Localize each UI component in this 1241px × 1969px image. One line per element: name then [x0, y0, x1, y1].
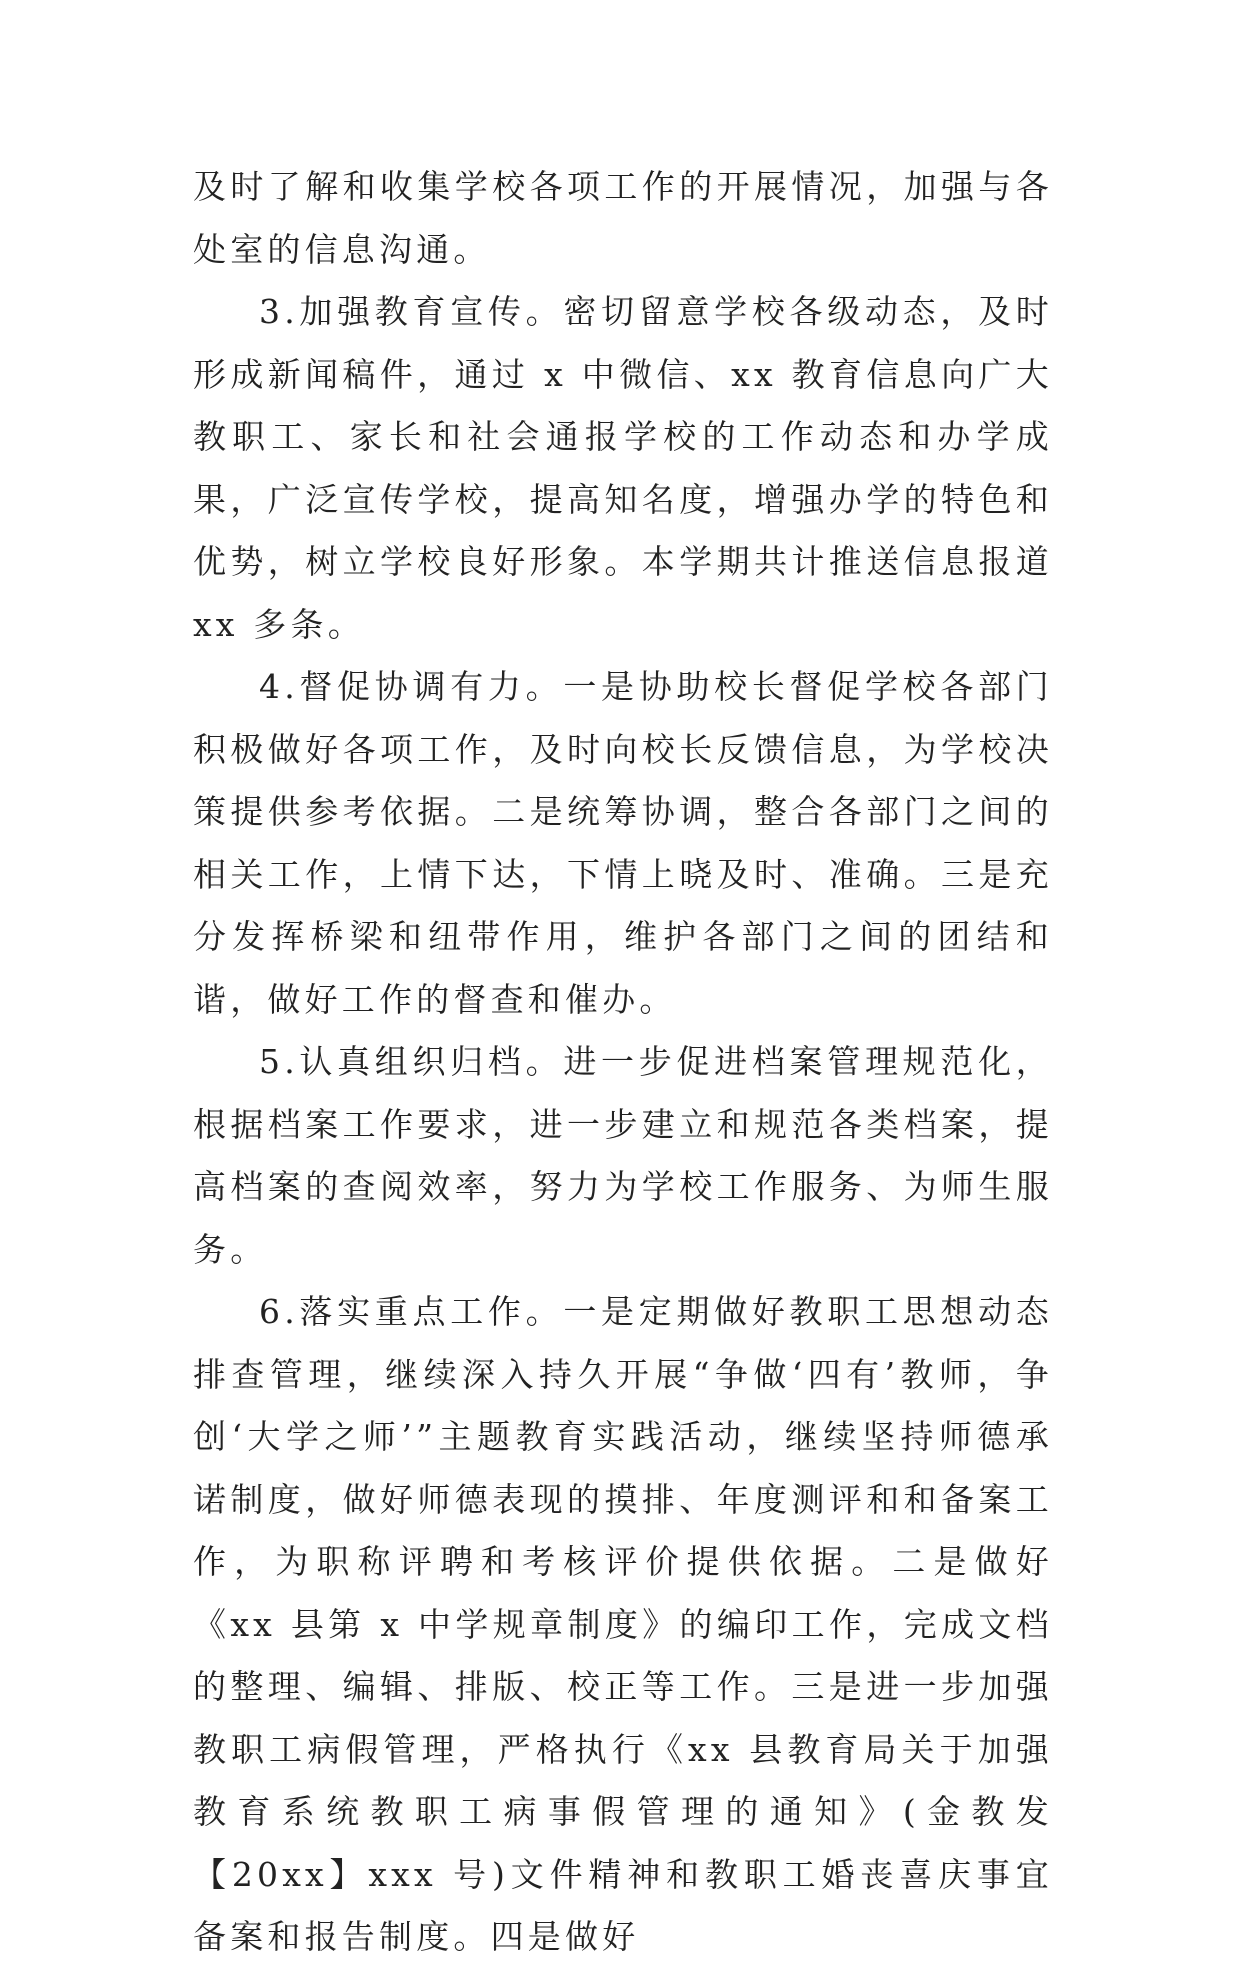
document-body: [193, 156, 1053, 1969]
paragraph-2: 3.加强教育宣传。密切留意学校各级动态，及时形成新闻稿件，通过 x 中微信、xx 教育信息向广大教职工、家长和社会通报学校的工作动态和办学成果，广泛宣传学校，提高知名度，增强办学的特色和优势，树立学校良好形象。本学期共计推送信息报道 xx 多条。: [193, 292, 1053, 644]
paragraph-5: 6.落实重点工作。一是定期做好教职工思想动态排查管理，继续深入持久开展“争做‘四有’教师，争创‘大学之师’”主题教育实践活动，继续坚持师德承诺制度，做好师德表现的摸排、年度测评和和备案工作，为职称评聘和考核评价提供依据。二是做好《xx 县第 x 中学规章制度》的编印工作，完成文档的整理、编辑、排版、校正等工作。三是进一步加强教职工病假管理，严格执行《xx 县教育局关于加强教育系统教职工病事假管理的通知》(金教发【20xx】xxx 号)文件精神和教职工婚丧喜庆事宜备案和报告制度。四是做好: [193, 1292, 1053, 1956]
paragraph-3: 4.督促协调有力。一是协助校长督促学校各部门积极做好各项工作，及时向校长反馈信息，为学校决策提供参考依据。二是统筹协调，整合各部门之间的相关工作，上情下达，下情上晓及时、准确。三是充分发挥桥梁和纽带作用，维护各部门之间的团结和谐，做好工作的督查和催办。: [193, 667, 1053, 1019]
paragraph-1: 及时了解和收集学校各项工作的开展情况，加强与各处室的信息沟通。: [193, 167, 1053, 269]
paragraph-4: 5.认真组织归档。进一步促进档案管理规范化，根据档案工作要求，进一步建立和规范各类档案，提高档案的查阅效率，努力为学校工作服务、为师生服务。: [193, 1042, 1053, 1269]
